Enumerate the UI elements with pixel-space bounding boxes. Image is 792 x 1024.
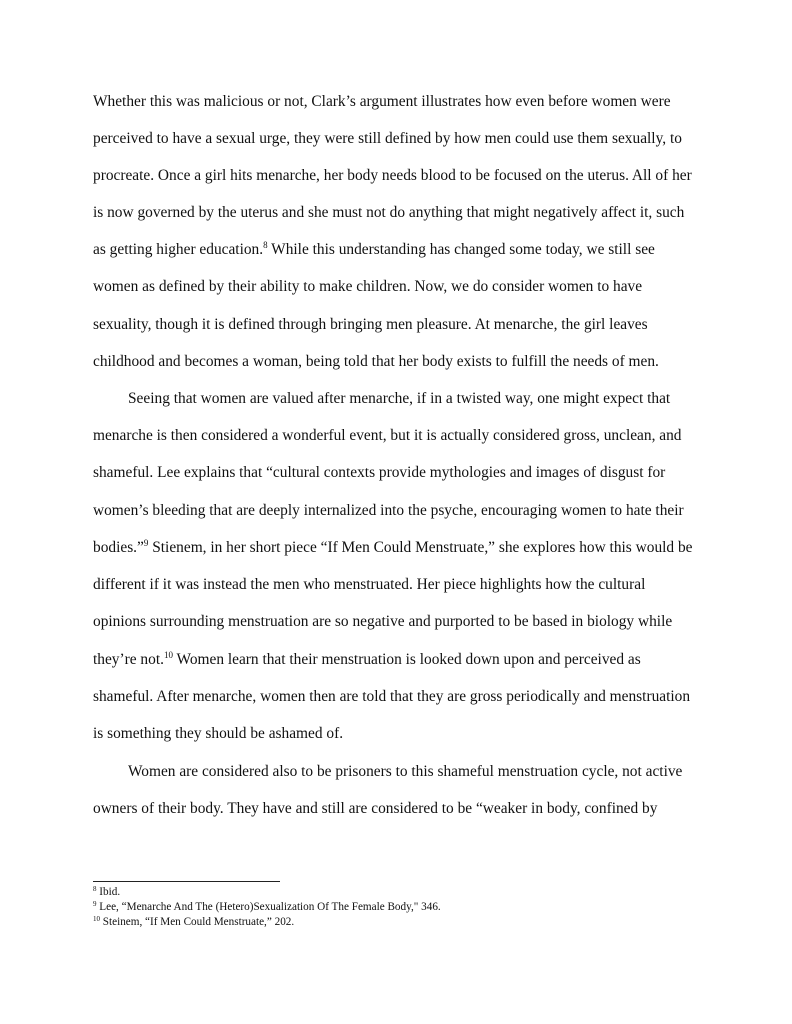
footnote-ref[interactable]: 8 bbox=[263, 240, 268, 250]
line-text: they’re not. bbox=[93, 651, 164, 668]
line-text: Seeing that women are valued after menarche, if in a twisted way, one might expect that bbox=[128, 390, 671, 407]
line-text: different if it was instead the men who menstruated. Her piece highlights how the cultural bbox=[93, 576, 646, 593]
line-text: Whether this was malicious or not, Clark’s argument illustrates how even before women were bbox=[93, 93, 671, 110]
body-line bbox=[93, 167, 713, 185]
line-text: Stienem, in her short piece “If Men Could Menstruate,” she explores how this would be bbox=[148, 539, 693, 556]
footnote bbox=[93, 916, 294, 929]
line-text: owners of their body. They have and still are considered to be “weaker in body, confined by bbox=[93, 800, 658, 817]
body-line bbox=[93, 278, 713, 296]
footnote bbox=[93, 886, 120, 899]
footnote-text: Lee, “Menarche And The (Hetero)Sexualization Of The Female Body," 346. bbox=[96, 901, 441, 913]
body-line bbox=[93, 613, 713, 631]
body-line bbox=[93, 688, 713, 706]
footnote-text: Ibid. bbox=[96, 886, 121, 898]
line-text: perceived to have a sexual urge, they were still defined by how men could use them sexually, to bbox=[93, 130, 682, 147]
line-text: While this understanding has changed some today, we still see bbox=[267, 241, 655, 258]
body-line bbox=[93, 539, 713, 557]
body-line bbox=[93, 464, 713, 482]
footnote-ref[interactable]: 10 bbox=[163, 650, 173, 660]
line-text: as getting higher education. bbox=[93, 241, 264, 258]
body-line bbox=[93, 800, 713, 818]
body-line bbox=[128, 763, 748, 781]
line-text: childhood and becomes a woman, being told that her body exists to fulfill the needs of men. bbox=[93, 353, 659, 370]
footnote-text: Steinem, “If Men Could Menstruate,” 202. bbox=[100, 916, 295, 928]
line-text: is now governed by the uterus and she must not do anything that might negatively affect it, such bbox=[93, 204, 685, 221]
body-line bbox=[93, 651, 713, 669]
line-text: menarche is then considered a wonderful event, but it is actually considered gross, unclean, and bbox=[93, 427, 682, 444]
body-line bbox=[93, 93, 713, 111]
footnote-number: 9 bbox=[93, 900, 97, 908]
line-text: women’s bleeding that are deeply internalized into the psyche, encouraging women to hate their bbox=[93, 502, 684, 519]
line-text: shameful. After menarche, women then are told that they are gross periodically and menstruation bbox=[93, 688, 691, 705]
footnote-separator bbox=[93, 881, 280, 882]
line-text: sexuality, though it is defined through bringing men pleasure. At menarche, the girl leaves bbox=[93, 316, 648, 333]
line-text: is something they should be ashamed of. bbox=[93, 725, 344, 742]
body-line bbox=[93, 316, 713, 334]
line-text: procreate. Once a girl hits menarche, her body needs blood to be focused on the uterus. All of her bbox=[93, 167, 692, 184]
body-line bbox=[93, 204, 713, 222]
line-text: shameful. Lee explains that “cultural contexts provide mythologies and images of disgust for bbox=[93, 464, 666, 481]
body-line bbox=[93, 241, 713, 259]
footnote-number: 8 bbox=[93, 885, 97, 893]
footnote-ref[interactable]: 9 bbox=[143, 538, 149, 548]
line-text: Women learn that their menstruation is looked down upon and perceived as bbox=[172, 651, 641, 668]
line-text: opinions surrounding menstruation are so negative and purported to be based in biology while bbox=[93, 613, 673, 630]
footnote bbox=[93, 901, 441, 914]
line-text: women as defined by their ability to make children. Now, we do consider women to have bbox=[93, 278, 643, 295]
line-text: Women are considered also to be prisoners to this shameful menstruation cycle, not active bbox=[128, 763, 683, 780]
body-line bbox=[93, 725, 713, 743]
body-line bbox=[93, 502, 713, 520]
footnote-number: 10 bbox=[93, 915, 100, 923]
body-line bbox=[93, 576, 713, 594]
body-line bbox=[93, 353, 713, 371]
body-line bbox=[128, 390, 748, 408]
body-line bbox=[93, 427, 713, 445]
body-line bbox=[93, 130, 713, 148]
line-text: bodies.” bbox=[93, 539, 144, 556]
